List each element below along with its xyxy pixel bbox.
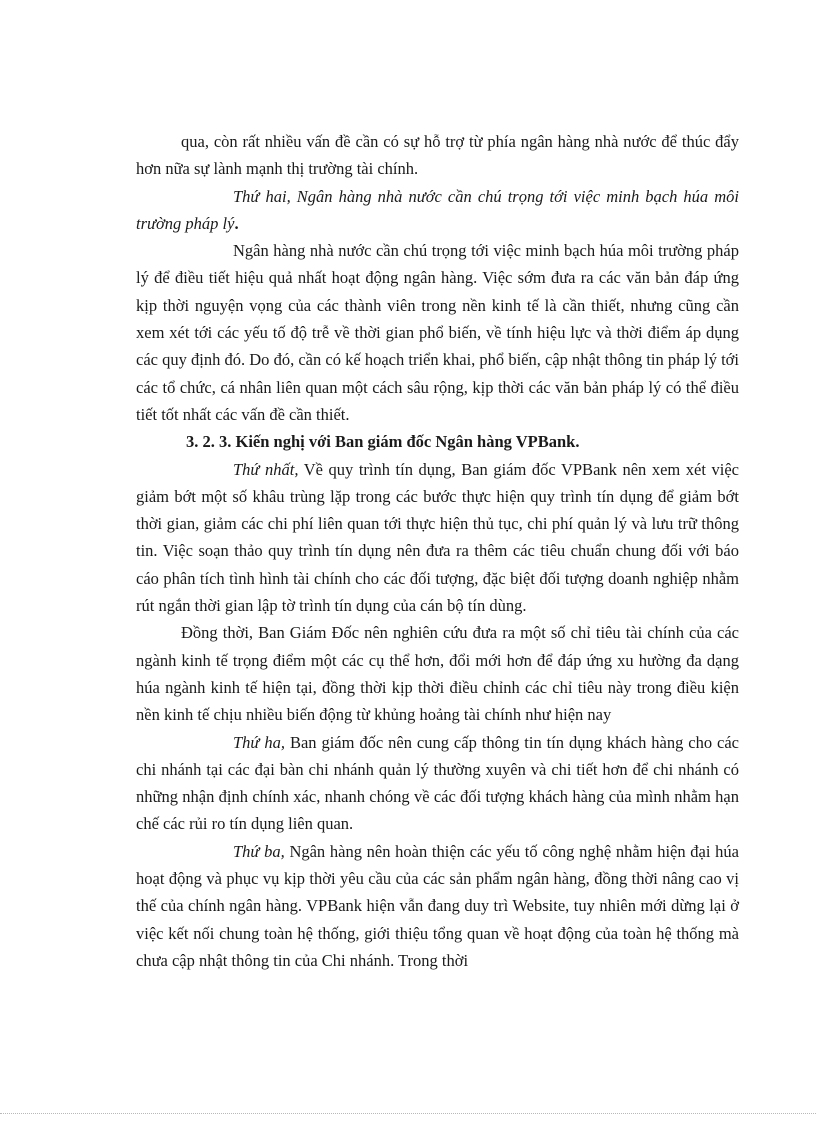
first-text: Về quy trình tín dụng, Ban giám đốc VPBank nên xem xét việc giảm bớt một số khâu trùng lặp trong các bước thực hiện quy trình tín dụng để giảm bớt thời gian, giảm các chi phí liên quan tới thực hiện thủ tục, chi phí quản lý và lưu trữ thông tin. Việc soạn thảo quy trình tín dụng nên đưa ra thêm các tiêu chuẩn chung đối với báo cáo phân tích tình hình tài chính cho các đối tượng, đặc biệt đối tượng doanh nghiệp nhằm rút ngắn thời gian lập tờ trình tín dụng của cán bộ tín dùng. [136, 459, 739, 616]
paragraph-second-recommendation [136, 729, 739, 838]
paragraph-financial-indicators: Đồng thời, Ban Giám Đốc nên nghiên cứu đưa ra một số chỉ tiêu tài chính của các ngành kinh tế trọng điểm một các cụ thể hơn, đổi mới hơn để đáp ứng xu hường đa dạng húa ngành kinh tế hiện tại, đồng thời kịp thời điều chỉnh các chỉ tiêu này trong điều kiện nền kinh tế chịu nhiều biến động từ khủng hoảng tài chính như hiện nay [136, 623, 739, 725]
third-text: Ngân hàng nên hoàn thiện các yếu tố công nghệ nhằm hiện đại húa hoạt động và phục vụ kịp thời yêu cầu của các sản phẩm ngân hàng, đồng thời nâng cao vị thế của chính ngân hàng. VPBank hiện vẫn đang duy trì Website, tuy nhiên mới dừng lại ở việc kết nối chung toàn hệ thống, giới thiệu tổng quan về hoạt động của toàn hệ thống mà chưa cập nhật thông tin của Chi nhánh. Trong thời [136, 841, 739, 970]
second-point-text: Thứ hai, Ngân hàng nhà nước cần chú trọng tới việc minh bạch húa môi trường pháp lý [136, 186, 739, 233]
second-text: Ban giám đốc nên cung cấp thông tin tín dụng khách hàng cho các chi nhánh tại các đại bàn chi nhánh quản lý thường xuyên và chi tiết hơn để chi nhánh có những nhận định chính xác, nhanh chóng về các đối tượng khách hàng của mình nhằm hạn chế các rủi ro tín dụng liên quan. [136, 732, 739, 834]
paragraph-legal-environment: Ngân hàng nhà nước cần chú trọng tới việc minh bạch húa môi trường pháp lý để điều tiết hiệu quả nhất hoạt động ngân hàng. Việc sớm đưa ra các văn bản đáp ứng kịp thời nguyện vọng của các thành viên trong nền kinh tế là cần thiết, nhưng cũng cần xem xét tới các yếu tố độ trễ về thời gian phổ biến, về tính hiệu lực và thời điểm áp dụng các quy định đó. Do đó, cần có kế hoạch triển khai, phổ biến, cập nhật thông tin pháp lý tới các tổ chức, cá nhân liên quan một cách sâu rộng, kịp thời các văn bản pháp lý có thể điều tiết tốt nhất các vấn đề cần thiết. [136, 241, 739, 424]
paragraph-second-point [136, 183, 739, 238]
document-body [136, 128, 739, 974]
section-heading: 3. 2. 3. Kiến nghị với Ban giám đốc Ngân hàng VPBank. [186, 432, 580, 452]
first-lead: Thứ nhất, [233, 459, 299, 479]
paragraph-first-recommendation [136, 456, 739, 620]
paragraph-intro: qua, còn rất nhiều vấn đề cần có sự hỗ trợ từ phía ngân hàng nhà nước để thúc đẩy hơn nữa sự lành mạnh thị trường tài chính. [136, 132, 739, 179]
third-lead: Thứ ba, [233, 841, 285, 861]
second-lead: Thứ ha, [233, 732, 285, 752]
paragraph-third-recommendation [136, 838, 739, 974]
footer-divider [0, 1113, 816, 1114]
second-point-period: . [234, 213, 239, 233]
